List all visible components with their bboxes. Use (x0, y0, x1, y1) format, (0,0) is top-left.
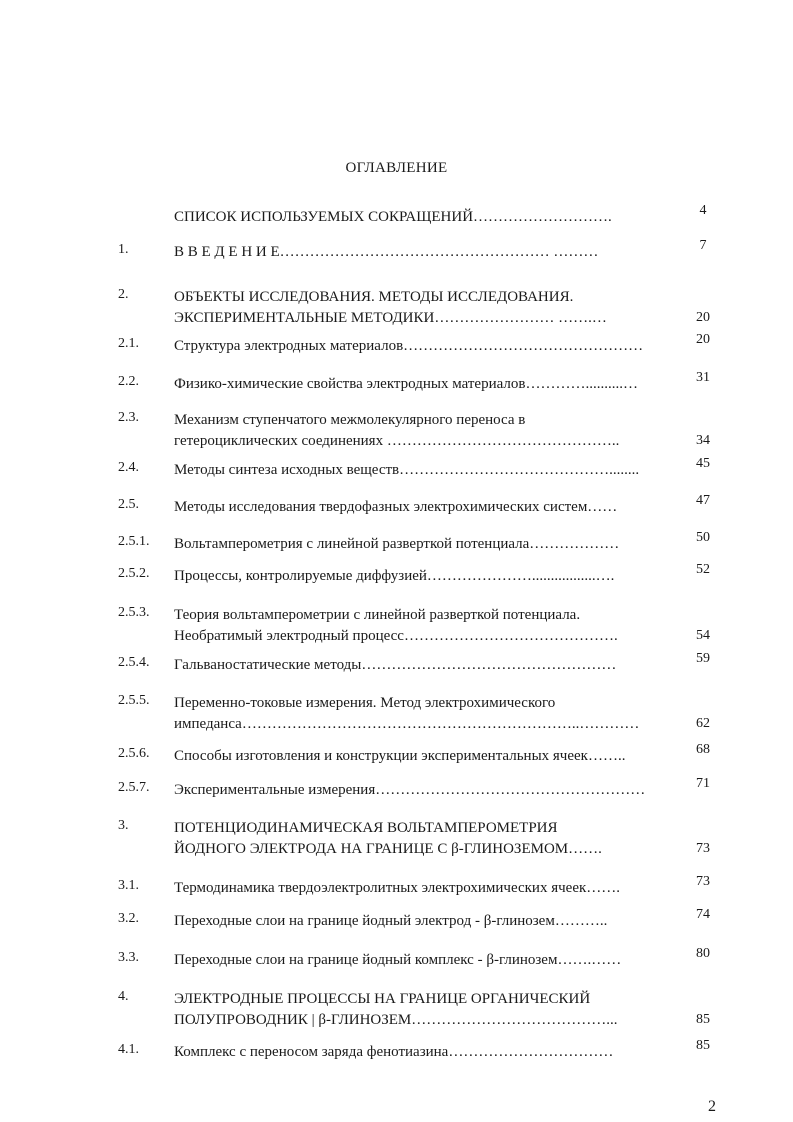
toc-entry-number: 3.3. (118, 950, 139, 965)
toc-entry-page: 68 (696, 742, 710, 757)
toc-entry-page: 59 (696, 651, 710, 666)
toc-entry-title-line: Механизм ступенчатого межмолекулярного переноса в (174, 412, 526, 428)
toc-entry-title-line: ЙОДНОГО ЭЛЕКТРОДА НА ГРАНИЦЕ С β-ГЛИНОЗЕМОМ……. (174, 841, 602, 857)
toc-entry-number: 2.5. (118, 497, 139, 512)
toc-entry-page: 85 (696, 1038, 710, 1053)
toc-entry-number: 2.5.4. (118, 655, 150, 670)
toc-entry-title (174, 566, 682, 587)
toc-entry-title (174, 336, 682, 357)
toc-entry-title-line: Процессы, контролируемые диффузией………………….................…. (174, 568, 615, 584)
toc-entry-title (174, 374, 682, 395)
toc-entry-title-line: СПИСОК ИСПОЛЬЗУЕМЫХ СОКРАЩЕНИЙ………………………. (174, 209, 612, 225)
toc-entry-title-line: Переходные слои на границе йодный комплекс - β-глинозем…….…… (174, 952, 622, 968)
toc-entry-title (174, 746, 682, 767)
toc-entry-number: 3. (118, 818, 129, 833)
toc-entry-title (174, 878, 682, 899)
toc-entry-title (174, 655, 682, 676)
toc-entry-number: 4. (118, 989, 129, 1004)
toc-entry-title-line: Переходные слои на границе йодный электрод - β-глинозем……….. (174, 913, 608, 929)
toc-entry-number: 2.3. (118, 410, 139, 425)
toc-entry-page: 62 (696, 716, 710, 731)
toc-entry-title-line: Вольтамперометрия с линейной разверткой потенциала……………… (174, 536, 620, 552)
toc-entry-title (174, 497, 682, 518)
toc-entry-page: 73 (696, 841, 710, 856)
toc-entry-title (174, 989, 682, 1031)
toc-entry-title (174, 818, 682, 860)
toc-entry-page: 20 (696, 332, 710, 347)
toc-entry-page: 73 (696, 874, 710, 889)
toc-entry-page: 50 (696, 530, 710, 545)
toc-entry-page: 20 (696, 310, 710, 325)
toc-entry-title (174, 605, 682, 647)
toc-entry-title (174, 780, 682, 801)
toc-entry-number: 4.1. (118, 1042, 139, 1057)
toc-entry-title (174, 287, 682, 329)
toc-entry-title (174, 460, 682, 481)
toc-entry-number: 2. (118, 287, 129, 302)
toc-entry-number: 2.5.6. (118, 746, 150, 761)
toc-entry-page: 54 (696, 628, 710, 643)
toc-entry-title (174, 207, 682, 228)
toc-entry-title-line: гетероциклических соединениях ……………………………………….. (174, 433, 620, 449)
toc-entry-number: 2.5.3. (118, 605, 150, 620)
toc-entry-title-line: Экспериментальные измерения……………………………………………… (174, 782, 646, 798)
toc-entry-title (174, 410, 682, 452)
toc-entry-page: 71 (696, 776, 710, 791)
toc-entry-page: 7 (699, 238, 707, 253)
toc-entry-title (174, 693, 682, 735)
toc-entry-title (174, 534, 682, 555)
toc-entry-title-line: Гальваностатические методы…………………………………………… (174, 657, 617, 673)
toc-entry-title (174, 242, 682, 263)
toc-entry-title-line: Необратимый электродный процесс……………………………………. (174, 628, 618, 644)
toc-entry-number: 3.2. (118, 911, 139, 926)
toc-entry-title-line: ЭЛЕКТРОДНЫЕ ПРОЦЕССЫ НА ГРАНИЦЕ ОРГАНИЧЕСКИЙ (174, 991, 591, 1007)
toc-entry-page: 47 (696, 493, 710, 508)
toc-entry-title-line: Методы синтеза исходных веществ……………………………………........ (174, 462, 640, 478)
toc-entry-page: 34 (696, 433, 710, 448)
toc-entry-title-line: ОБЪЕКТЫ ИССЛЕДОВАНИЯ. МЕТОДЫ ИССЛЕДОВАНИЯ. (174, 289, 574, 305)
toc-entry-number: 2.5.7. (118, 780, 150, 795)
toc-entry-title (174, 950, 682, 971)
toc-entry-title-line: ЭКСПЕРИМЕНТАЛЬНЫЕ МЕТОДИКИ…………………… …….… (174, 310, 607, 326)
toc-entry-title-line: импеданса…………………………………………………………..………… (174, 716, 640, 732)
page-number: 2 (708, 1098, 716, 1115)
toc-entry-page: 80 (696, 946, 710, 961)
toc-entry-page: 52 (696, 562, 710, 577)
toc-entry-page: 85 (696, 1012, 710, 1027)
toc-entry-number: 2.5.5. (118, 693, 150, 708)
toc-entry-title-line: Теория вольтамперометрии с линейной разверткой потенциала. (174, 607, 581, 623)
toc-entry-title (174, 1042, 682, 1063)
toc-entry-number: 3.1. (118, 878, 139, 893)
toc-entry-title-line: В В Е Д Е Н И Е……………………………………………… ……… (174, 244, 599, 260)
toc-entry-title-line: ПОЛУПРОВОДНИК | β-ГЛИНОЗЕМ…………………………………... (174, 1012, 618, 1028)
toc-entry-title-line: Методы исследования твердофазных электрохимических систем…… (174, 499, 618, 515)
toc-entry-page: 45 (696, 456, 710, 471)
toc-entry-number: 2.5.1. (118, 534, 150, 549)
toc-entry-page: 4 (699, 203, 707, 218)
toc-entry-title-line: Структура электродных материалов………………………………………… (174, 338, 644, 354)
toc-entry-title-line: ПОТЕНЦИОДИНАМИЧЕСКАЯ ВОЛЬТАМПЕРОМЕТРИЯ (174, 820, 558, 836)
toc-entry-title-line: Способы изготовления и конструкции экспериментальных ячеек…….. (174, 748, 626, 764)
toc-entry-number: 2.4. (118, 460, 139, 475)
toc-entry-title-line: Физико-химические свойства электродных материалов…………..........… (174, 376, 638, 392)
toc-entry-page: 31 (696, 370, 710, 385)
toc-entry-number: 2.5.2. (118, 566, 150, 581)
toc-entry-page: 74 (696, 907, 710, 922)
toc-entry-title-line: Термодинамика твердоэлектролитных электрохимических ячеек……. (174, 880, 621, 896)
toc-entry-title-line: Комплекс с переносом заряда фенотиазина…………………………… (174, 1044, 614, 1060)
toc-entry-title (174, 911, 682, 932)
toc-entry-number: 2.1. (118, 336, 139, 351)
toc-entry-title-line: Переменно-токовые измерения. Метод электрохимического (174, 695, 556, 711)
page-title: ОГЛАВЛЕНИЕ (345, 160, 448, 176)
toc-entry-number: 2.2. (118, 374, 139, 389)
toc-entry-number: 1. (118, 242, 129, 257)
